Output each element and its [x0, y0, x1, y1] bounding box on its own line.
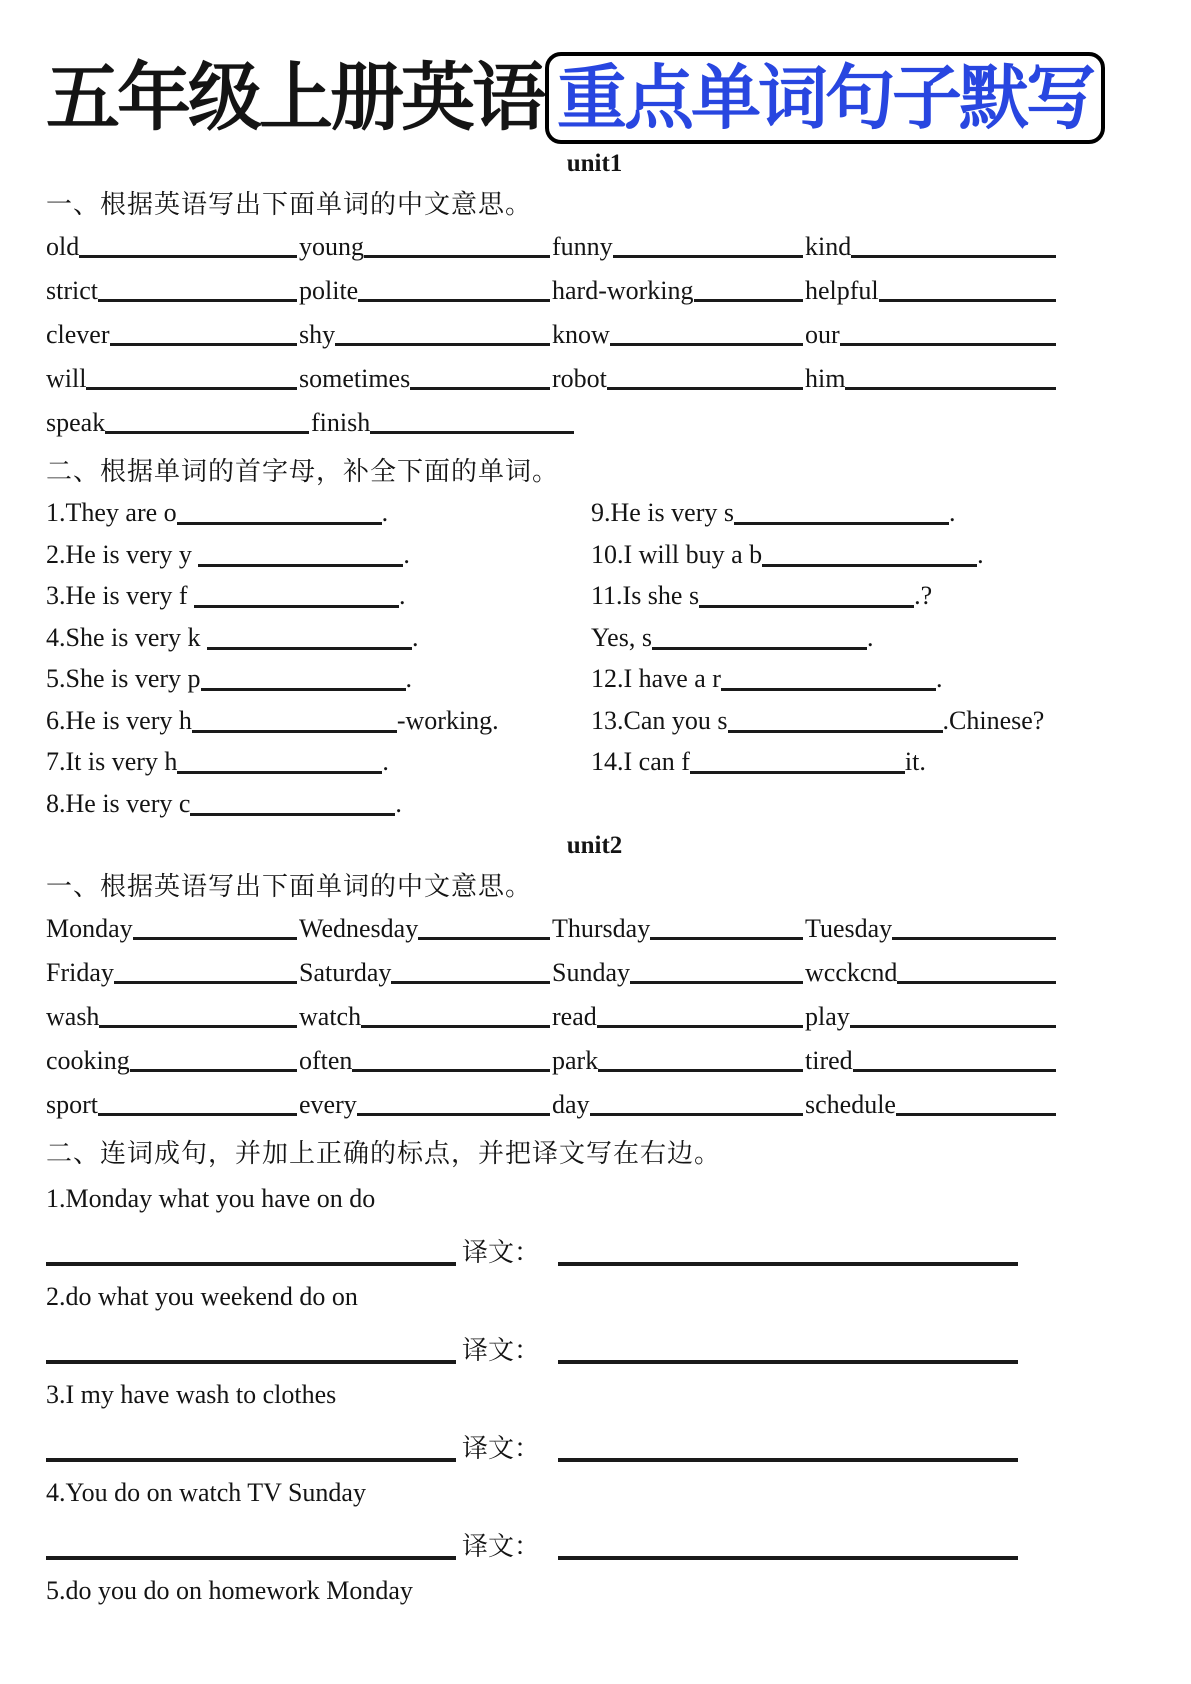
- blank-line: [896, 1109, 1056, 1116]
- blank-line: [850, 1021, 1056, 1028]
- translation-line: [558, 1552, 1018, 1560]
- blank-line: [694, 295, 803, 302]
- vocab-word: Sunday: [552, 958, 630, 987]
- title-text-black: 五年级上册英语: [46, 56, 543, 140]
- vocab-row: [46, 319, 1058, 349]
- completion-item: [46, 706, 591, 748]
- vocab-cell: [46, 319, 299, 349]
- item-prefix: 3.He is very f: [46, 581, 195, 610]
- vocab-cell: [552, 1045, 805, 1075]
- vocab-word: helpful: [805, 276, 879, 305]
- vocab-cell: [552, 1001, 805, 1031]
- vocab-word: schedule: [805, 1090, 896, 1119]
- item-suffix: .: [382, 747, 389, 776]
- completion-item: [46, 623, 591, 665]
- vocab-cell: [46, 231, 299, 261]
- completion-items-right-column: [591, 498, 1106, 830]
- vocab-word: funny: [552, 232, 613, 261]
- blank-line: [99, 1021, 297, 1028]
- vocab-word: him: [805, 364, 846, 393]
- vocab-word: wash: [46, 1002, 100, 1031]
- blank-line: [130, 1065, 297, 1072]
- item-suffix: .Chinese?: [942, 705, 1045, 735]
- vocab-word: sport: [46, 1090, 98, 1119]
- vocab-word: strict: [46, 276, 98, 305]
- blank-line: [98, 295, 297, 302]
- sentence-item: 2.do what you weekend do on: [46, 1282, 358, 1311]
- vocab-cell: [552, 913, 805, 943]
- vocab-word: every: [299, 1090, 357, 1119]
- blank-line: [590, 1109, 803, 1116]
- blank-line: [194, 603, 399, 608]
- vocab-word: clever: [46, 320, 110, 349]
- blank-line: [879, 295, 1056, 302]
- completion-item: [591, 747, 1106, 789]
- vocab-word: day: [552, 1090, 590, 1119]
- completion-item: [591, 664, 1106, 706]
- blank-line: [610, 339, 803, 346]
- vocab-word: Wednesday: [299, 914, 419, 943]
- completion-item: [46, 789, 591, 831]
- translation-label: 译文：: [462, 1336, 541, 1365]
- vocab-word: young: [299, 232, 364, 261]
- vocab-cell: [46, 1045, 299, 1075]
- vocab-cell: [299, 319, 552, 349]
- translation-line: [558, 1454, 1018, 1462]
- vocab-cell: [299, 1001, 552, 1031]
- blank-line: [734, 520, 949, 525]
- answer-line: [46, 1356, 456, 1364]
- title-text-blue: 重点单词句子默写: [557, 59, 1093, 137]
- item-suffix: .: [381, 498, 389, 527]
- completion-items-left-column: [46, 498, 591, 830]
- item-prefix: 7.It is very h: [46, 747, 178, 776]
- vocab-row: [46, 407, 586, 437]
- vocab-word: tired: [805, 1046, 853, 1075]
- blank-line: [598, 1065, 803, 1072]
- completion-item: [46, 498, 591, 540]
- blank-line: [364, 251, 550, 258]
- vocab-row: [46, 1001, 1058, 1031]
- vocab-word: old: [46, 232, 80, 261]
- vocab-cell: [299, 1045, 552, 1075]
- vocab-row: [46, 231, 1058, 261]
- blank-line: [418, 933, 550, 940]
- vocab-word: Tuesday: [805, 914, 893, 943]
- blank-line: [190, 811, 395, 816]
- completion-item: [591, 498, 1106, 540]
- vocab-cell: [805, 363, 1058, 393]
- completion-items: [46, 498, 1106, 830]
- vocab-cell: [552, 957, 805, 987]
- vocab-cell: [299, 1089, 552, 1119]
- item-prefix: 4.She is very k: [46, 622, 208, 652]
- completion-item: [591, 706, 1106, 748]
- blank-line: [105, 427, 309, 434]
- unit2-vocab-heading: 一、根据英语写出下面单词的中文意思。: [46, 872, 533, 901]
- vocab-cell: [805, 231, 1058, 261]
- completion-item: [591, 540, 1106, 582]
- unit1-vocab-heading: 一、根据英语写出下面单词的中文意思。: [46, 190, 533, 219]
- vocab-cell: [805, 1045, 1058, 1075]
- item-suffix: .: [977, 539, 984, 569]
- completion-item: [591, 581, 1106, 623]
- vocab-cell: [552, 1089, 805, 1119]
- vocab-row: [46, 957, 1058, 987]
- vocab-cell: [552, 363, 805, 393]
- item-suffix: .: [935, 664, 943, 693]
- vocab-word: cooking: [46, 1046, 130, 1075]
- vocab-word: kind: [805, 232, 852, 261]
- blank-line: [845, 383, 1056, 390]
- blank-line: [133, 933, 297, 940]
- vocab-word: know: [552, 320, 610, 349]
- item-prefix: 12.I have a r: [591, 664, 721, 693]
- unit1-complete-heading: 二、根据单词的首字母，补全下面的单词。: [46, 457, 560, 486]
- blank-line: [650, 933, 803, 940]
- blank-line: [690, 769, 905, 774]
- blank-line: [192, 728, 397, 733]
- item-suffix: -working.: [396, 705, 499, 735]
- blank-line: [728, 728, 943, 733]
- blank-line: [391, 977, 550, 984]
- translation-label: 译文：: [462, 1434, 541, 1463]
- translation-row: [46, 1322, 1143, 1366]
- translation-row: [46, 1518, 1143, 1562]
- vocab-word: Saturday: [299, 958, 392, 987]
- blank-line: [177, 769, 382, 774]
- blank-line: [410, 383, 550, 390]
- item-prefix: 10.I will buy a b: [591, 539, 763, 569]
- blank-line: [79, 251, 297, 258]
- blank-line: [358, 295, 550, 302]
- vocab-row: [46, 275, 1058, 305]
- vocab-word: park: [552, 1046, 599, 1075]
- item-suffix: .: [403, 539, 410, 569]
- blank-line: [630, 977, 803, 984]
- completion-item: [46, 747, 591, 789]
- vocab-cell: [311, 407, 576, 437]
- item-suffix: .: [948, 498, 956, 527]
- sentence-item: 1.Monday what you have on do: [46, 1184, 376, 1213]
- vocab-cell: [805, 275, 1058, 305]
- vocab-word: will: [46, 364, 87, 393]
- translation-row: [46, 1420, 1143, 1464]
- vocab-word: robot: [552, 364, 607, 393]
- vocab-word: Thursday: [552, 914, 651, 943]
- item-suffix: .: [405, 664, 413, 693]
- vocab-cell: [805, 1001, 1058, 1031]
- item-prefix: 8.He is very c: [46, 788, 191, 818]
- item-suffix: it.: [904, 747, 926, 776]
- blank-line: [357, 1109, 550, 1116]
- sentence-item: 4.You do on watch TV Sunday: [46, 1478, 366, 1507]
- vocab-row: [46, 913, 1058, 943]
- vocab-word: play: [805, 1002, 850, 1031]
- blank-line: [201, 686, 406, 691]
- item-suffix: .: [866, 622, 874, 652]
- vocab-word: read: [552, 1002, 597, 1031]
- vocab-cell: [46, 1089, 299, 1119]
- item-prefix: 9.He is very s: [591, 498, 734, 527]
- vocab-word: speak: [46, 408, 106, 437]
- vocab-cell: [299, 275, 552, 305]
- item-suffix: .?: [914, 581, 933, 610]
- blank-line: [699, 603, 914, 608]
- blank-line: [652, 645, 867, 650]
- completion-item: [46, 540, 591, 582]
- blank-line: [335, 339, 550, 346]
- vocab-word: Friday: [46, 958, 114, 987]
- blank-line: [840, 339, 1056, 346]
- worksheet-title: [46, 52, 1143, 144]
- title-highlight-box: [545, 52, 1105, 144]
- blank-line: [597, 1021, 803, 1028]
- sentence-item: 3.I my have wash to clothes: [46, 1380, 337, 1409]
- vocab-cell: [46, 913, 299, 943]
- blank-line: [892, 933, 1056, 940]
- vocab-cell: [805, 913, 1058, 943]
- item-prefix: Yes, s: [591, 622, 652, 652]
- blank-line: [86, 383, 297, 390]
- item-prefix: 11.Is she s: [591, 581, 700, 610]
- vocab-word: sometimes: [299, 364, 411, 393]
- blank-line: [370, 427, 574, 434]
- blank-line: [853, 1065, 1056, 1072]
- blank-line: [207, 645, 412, 650]
- completion-item: [591, 623, 1106, 665]
- answer-line: [46, 1258, 456, 1266]
- vocab-word: Monday: [46, 914, 133, 943]
- vocab-row: [46, 1045, 1058, 1075]
- blank-line: [762, 562, 977, 567]
- vocab-cell: [46, 1001, 299, 1031]
- item-suffix: .: [395, 788, 402, 818]
- vocab-cell: [46, 957, 299, 987]
- unit2-label: unit2: [566, 832, 623, 859]
- vocab-word: polite: [299, 276, 359, 305]
- vocab-cell: [46, 363, 299, 393]
- translation-label: 译文：: [462, 1532, 541, 1561]
- vocab-cell: [299, 913, 552, 943]
- unit2-sentence-heading: 二、连词成句，并加上正确的标点，并把译文写在右边。: [46, 1139, 722, 1168]
- vocab-row: [46, 363, 1058, 393]
- vocab-word: wcckcnd: [805, 958, 898, 987]
- unit1-label: unit1: [566, 150, 623, 177]
- blank-line: [114, 977, 297, 984]
- item-suffix: .: [399, 581, 406, 610]
- vocab-word: our: [805, 320, 840, 349]
- answer-line: [46, 1552, 456, 1560]
- sentence-item: 5.do you do on homework Monday: [46, 1576, 413, 1605]
- blank-line: [361, 1021, 550, 1028]
- vocab-row: [46, 1089, 1058, 1119]
- translation-line: [558, 1258, 1018, 1266]
- blank-line: [110, 339, 297, 346]
- vocab-cell: [805, 1089, 1058, 1119]
- blank-line: [352, 1065, 550, 1072]
- vocab-word: watch: [299, 1002, 362, 1031]
- blank-line: [177, 520, 382, 525]
- vocab-cell: [552, 319, 805, 349]
- blank-line: [98, 1109, 297, 1116]
- vocab-cell: [46, 275, 299, 305]
- vocab-cell: [299, 363, 552, 393]
- vocab-cell: [552, 231, 805, 261]
- completion-item: [46, 581, 591, 623]
- vocab-cell: [46, 407, 311, 437]
- answer-line: [46, 1454, 456, 1462]
- vocab-cell: [805, 319, 1058, 349]
- blank-line: [851, 251, 1056, 258]
- translation-label: 译文：: [462, 1238, 541, 1267]
- item-prefix: 6.He is very h: [46, 705, 192, 735]
- item-prefix: 5.She is very p: [46, 664, 201, 693]
- vocab-cell: [552, 275, 805, 305]
- vocab-cell: [299, 231, 552, 261]
- translation-line: [558, 1356, 1018, 1364]
- item-prefix: 13.Can you s: [591, 705, 728, 735]
- item-prefix: 14.I can f: [591, 747, 690, 776]
- vocab-word: often: [299, 1046, 353, 1075]
- translation-row: [46, 1224, 1143, 1268]
- blank-line: [897, 977, 1056, 984]
- vocab-cell: [805, 957, 1058, 987]
- blank-line: [198, 562, 403, 567]
- item-suffix: .: [412, 622, 419, 652]
- vocab-cell: [299, 957, 552, 987]
- blank-line: [607, 383, 803, 390]
- blank-line: [613, 251, 803, 258]
- vocab-word: finish: [311, 408, 371, 437]
- item-prefix: 2.He is very y: [46, 539, 199, 569]
- vocab-word: hard-working: [552, 276, 694, 305]
- item-prefix: 1.They are o: [46, 498, 177, 527]
- blank-line: [721, 686, 936, 691]
- completion-item: [46, 664, 591, 706]
- vocab-word: shy: [299, 320, 336, 349]
